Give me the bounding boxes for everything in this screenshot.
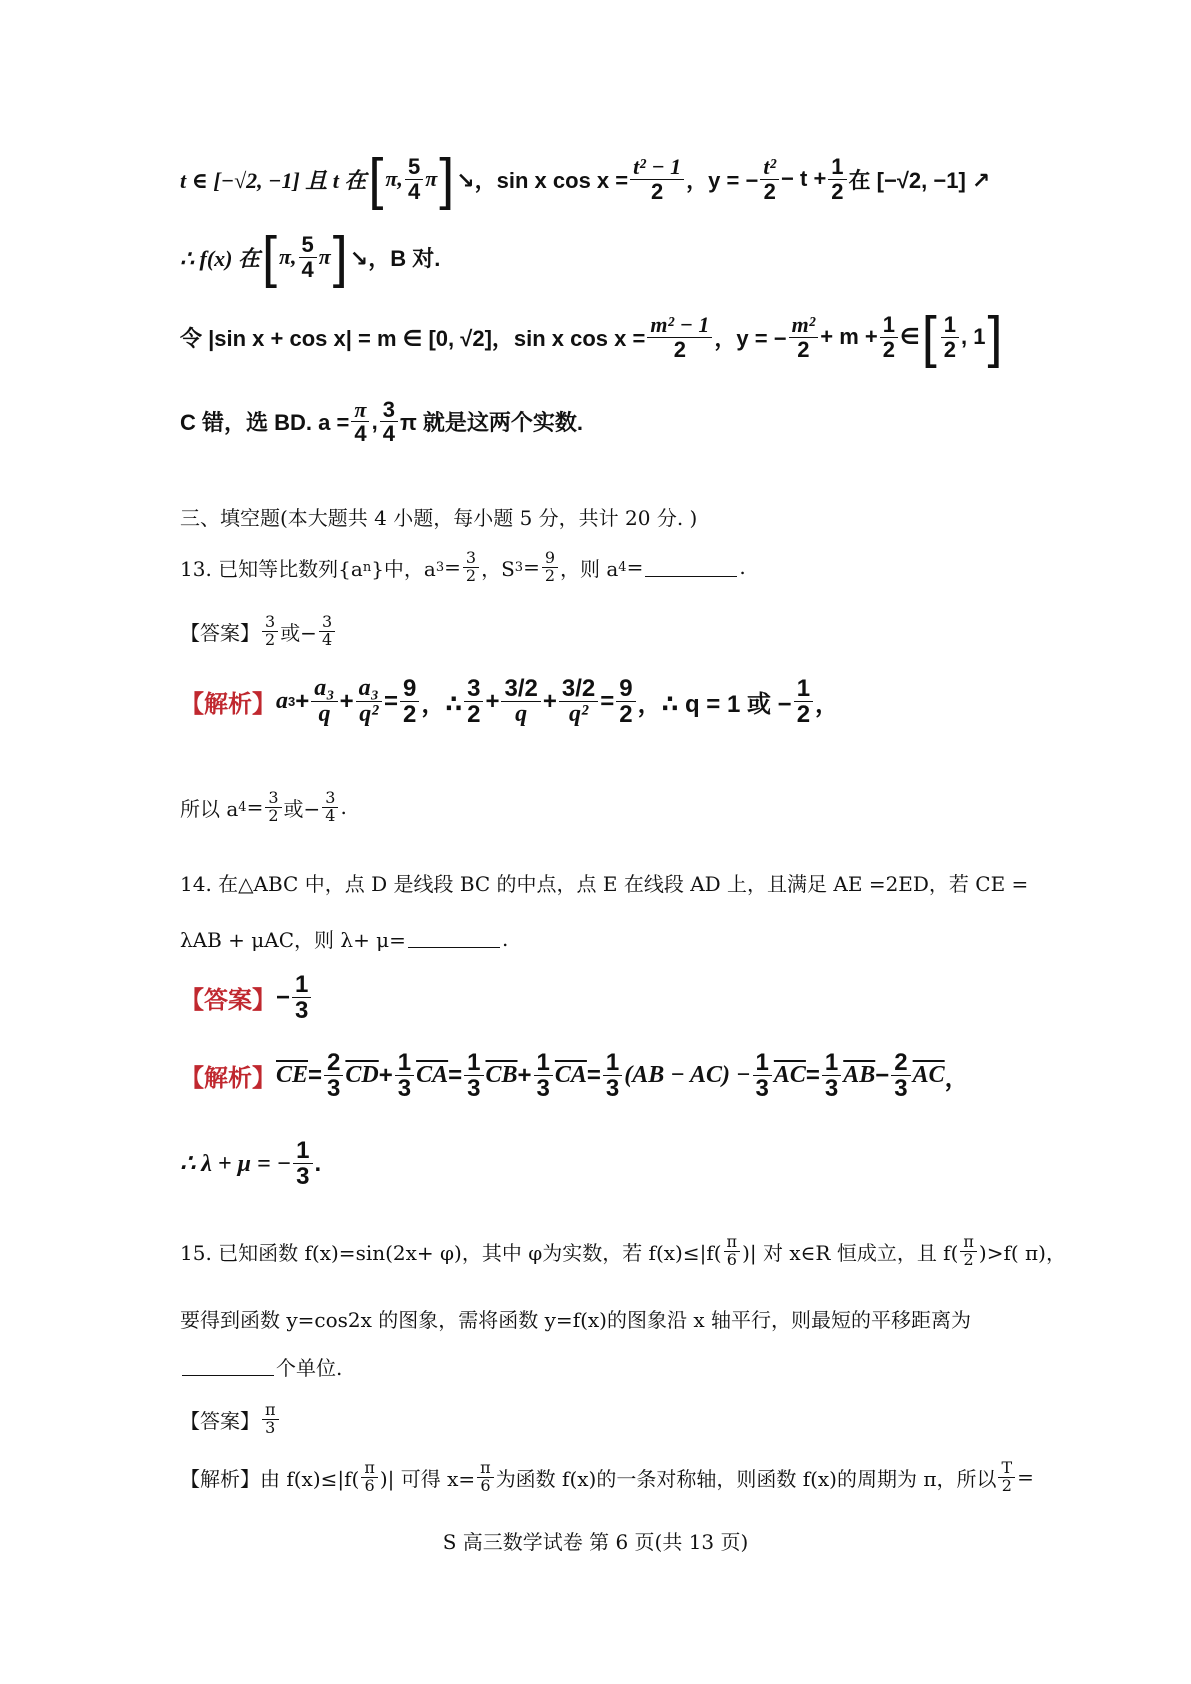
text: . (739, 555, 746, 580)
text: 或− (280, 620, 317, 645)
text: = (1017, 1465, 1034, 1490)
text: a (276, 688, 288, 715)
fraction: $\frac{1}{2}$ (941, 313, 959, 360)
text: = (805, 1061, 820, 1089)
text: . (501, 926, 509, 951)
fraction: $\frac{\pi}{6}$ (477, 1460, 494, 1495)
answer-15 (180, 1402, 281, 1437)
text: ∈ (900, 324, 920, 349)
text: ，S (481, 556, 515, 581)
text: )| 对 x∈R 恒成立，且 f( (742, 1240, 959, 1265)
subscript: 4 (238, 799, 247, 815)
text: ↘，B 对. (349, 245, 441, 271)
fraction: $\frac{9}{2}$ (542, 550, 558, 585)
text: − (276, 983, 291, 1011)
subscript: 3 (435, 559, 445, 575)
solution-line-1 (180, 147, 991, 211)
text: }中，a (371, 556, 436, 581)
text: + (517, 1061, 532, 1089)
fraction: $\frac{3}{4}$ (322, 790, 338, 825)
text: + (295, 687, 310, 715)
fraction: $\frac{1}{3}$ (395, 1050, 414, 1101)
text: ，y = − (686, 167, 759, 193)
fraction: $\frac{\pi}{6}$ (361, 1460, 378, 1495)
answer-label: 【答案】 (180, 620, 260, 645)
fraction: $\frac{3}{2}$ (464, 676, 483, 727)
text: ↘，sin x cos x = (456, 167, 629, 193)
fraction: $\frac{9}{2}$ (616, 676, 635, 727)
fraction: $\frac{2}{3}$ (891, 1050, 910, 1101)
fraction: $\frac{9}{2}$ (400, 676, 419, 727)
text: 15. 已知函数 f(x)=sin(2x+ φ)，其中 φ为实数，若 f(x)≤|f( (180, 1240, 722, 1265)
fraction: $\frac{T}{2}$ (998, 1460, 1015, 1495)
text: + (339, 687, 354, 715)
text: ∴ f(x) 在 (180, 245, 260, 271)
answer-13 (180, 614, 337, 649)
analysis-label: 【解析】 (180, 1065, 276, 1093)
solution-13 (180, 676, 839, 727)
text: , 1 (961, 324, 986, 349)
text: π, (279, 244, 297, 269)
fraction: $\frac{3}{2}$ (463, 550, 479, 585)
question-15-line-3 (180, 1352, 342, 1381)
text: = (448, 1061, 463, 1089)
text: − (875, 1061, 890, 1089)
fraction: $\frac{1}{2}$ (880, 313, 898, 360)
answer-blank (182, 1357, 274, 1376)
text: = (444, 555, 461, 580)
right-bracket: ] (987, 305, 1003, 369)
answer-label: 【答案】 (180, 1408, 260, 1433)
fraction: $\frac{3}{4}$ (319, 614, 335, 649)
text: = (586, 1061, 601, 1089)
answer-blank (645, 558, 737, 577)
text: , (371, 408, 378, 434)
fraction: $\frac{1}{2}$ (794, 676, 813, 727)
text: 在 [−√2, −1] ↗ (848, 167, 991, 193)
fraction: $\frac{\pi}{2}$ (960, 1234, 977, 1269)
right-bracket: ] (332, 225, 348, 289)
solution-line-4 (180, 398, 583, 445)
vector: $\overline{AC}$ (912, 1062, 945, 1089)
text: ，y = − (714, 325, 787, 351)
solution-14 (180, 1050, 969, 1101)
solution-line-3 (180, 305, 1005, 369)
text: ， (944, 1065, 969, 1093)
subscript: n (362, 559, 372, 575)
fraction: $\frac{1}{3}$ (753, 1050, 772, 1101)
text: λAB + μAC，则 λ+ μ= (180, 928, 406, 952)
text: = (384, 687, 399, 715)
fraction: $\frac{1}{3}$ (292, 972, 311, 1023)
text: = (308, 1061, 323, 1089)
text: π 就是这两个实数. (399, 410, 584, 436)
fraction: $\frac{1}{3}$ (464, 1050, 483, 1101)
fraction: $\frac{1}{3}$ (534, 1050, 553, 1101)
text: 13. 已知等比数列{a (180, 556, 363, 581)
fraction: $\frac{2}{3}$ (324, 1050, 343, 1101)
left-bracket: [ (261, 225, 277, 289)
fraction: $\frac{\text{t²}}{2}$ (760, 155, 779, 202)
text: C 错，选 BD. a = (180, 410, 350, 436)
text: π (425, 166, 438, 191)
text: = (246, 795, 264, 820)
text: ，∴ (421, 691, 463, 719)
fraction: $\frac{\text{a₃}}{q}$ (311, 676, 337, 727)
text: ，则 a (560, 556, 619, 581)
vector: $\overline{CB}$ (485, 1062, 518, 1089)
question-15-line-2: 要得到函数 y=cos2x 的图象，需将函数 y=f(x)的图象沿 x 轴平行，则最短的平移距离为 (180, 1308, 971, 1332)
answer-label: 【答案】 (180, 987, 276, 1015)
fraction: $\frac{5}{4}$ (405, 155, 423, 202)
fraction: $\frac{1}{2}$ (828, 155, 846, 202)
text: )>f( π)， (978, 1240, 1066, 1265)
text: + (485, 687, 500, 715)
text: + (378, 1061, 393, 1089)
answer-blank (408, 929, 500, 948)
text: 令 |sin x + cos x| = m ∈ [0, √2]，sin x cos x = (180, 325, 646, 351)
text: . (314, 1149, 322, 1177)
fraction: $\frac{\text{t² − 1}}{2}$ (630, 155, 684, 202)
text: 或− (283, 796, 321, 821)
vector: $\overline{CA}$ (554, 1062, 587, 1089)
fraction: $\frac{3/2}{q}$ (501, 676, 540, 727)
vector: $\overline{AB}$ (843, 1062, 876, 1089)
fraction: $\frac{1}{3}$ (603, 1050, 622, 1101)
answer-14 (180, 972, 313, 1023)
subscript: 4 (618, 559, 627, 575)
text: 为函数 f(x)的一条对称轴，则函数 f(x)的周期为 π，所以 (495, 1466, 997, 1491)
fraction: $\frac{1}{3}$ (293, 1138, 312, 1189)
text: )| 可得 x= (379, 1466, 476, 1491)
question-15-line-1 (180, 1234, 1066, 1269)
solution-14-conclusion (180, 1138, 321, 1189)
text: ，∴ q = 1 或 − (637, 691, 792, 719)
subscript: 3 (514, 559, 524, 575)
text: ∴ λ + μ = − (180, 1151, 292, 1178)
question-14-line-2 (180, 924, 508, 953)
fraction: $\frac{3}{2}$ (265, 790, 281, 825)
text: = (523, 555, 540, 580)
fraction: $\frac{\text{m²}}{2}$ (789, 313, 819, 360)
vector: $\overline{CD}$ (345, 1062, 379, 1089)
fraction: $\frac{\pi}{4}$ (351, 398, 369, 445)
fraction: $\frac{\pi}{3}$ (262, 1402, 279, 1437)
text: t ∈ [−√2, −1] 且 t 在 (180, 167, 367, 193)
solution-line-2 (180, 225, 441, 289)
page-footer: S 高三数学试卷 第 6 页(共 13 页) (442, 1530, 749, 1554)
subscript: 3 (288, 694, 296, 710)
fraction: $\frac{\pi}{6}$ (724, 1234, 741, 1269)
text: π (318, 244, 331, 269)
fraction: $\frac{3}{2}$ (262, 614, 278, 649)
fraction: $\frac{3/2}{\text{q²}}$ (559, 676, 598, 727)
text: + m + (820, 324, 878, 349)
analysis-label: 【解析】 (180, 1466, 260, 1491)
left-bracket: [ (921, 305, 937, 369)
text: ， (815, 691, 840, 719)
fraction: $\frac{\text{m² − 1}}{2}$ (647, 313, 712, 360)
analysis-label: 【解析】 (180, 691, 276, 719)
text: (AB − AC) − (624, 1062, 751, 1089)
text: = (600, 687, 615, 715)
right-bracket: ] (439, 147, 455, 211)
solution-13-conclusion (180, 790, 347, 825)
solution-15 (180, 1460, 1034, 1495)
text: − t + (781, 166, 827, 191)
fraction: $\frac{1}{3}$ (822, 1050, 841, 1101)
text: + (542, 687, 557, 715)
vector: $\overline{CA}$ (416, 1062, 449, 1089)
fraction: $\frac{5}{4}$ (299, 233, 317, 280)
text: 由 f(x)≤|f( (260, 1466, 360, 1491)
text: 个单位. (276, 1356, 343, 1380)
vector: $\overline{CE}$ (276, 1062, 309, 1089)
section-heading: 三、填空题(本大题共 4 小题，每小题 5 分，共计 20 分. ) (180, 506, 698, 530)
text: . (340, 795, 347, 820)
fraction: $\frac{\text{a₃}}{\text{q²}}$ (356, 676, 382, 727)
fraction: $\frac{3}{4}$ (380, 398, 398, 445)
text: 所以 a (180, 796, 239, 821)
left-bracket: [ (368, 147, 384, 211)
text: π, (385, 166, 403, 191)
question-13 (180, 550, 746, 585)
question-14-line-1: 14. 在△ABC 中，点 D 是线段 BC 的中点，点 E 在线段 AD 上，且满足 AE =2ED，若 CE = (180, 872, 1029, 896)
text: = (626, 555, 644, 580)
vector: $\overline{AC}$ (773, 1062, 806, 1089)
